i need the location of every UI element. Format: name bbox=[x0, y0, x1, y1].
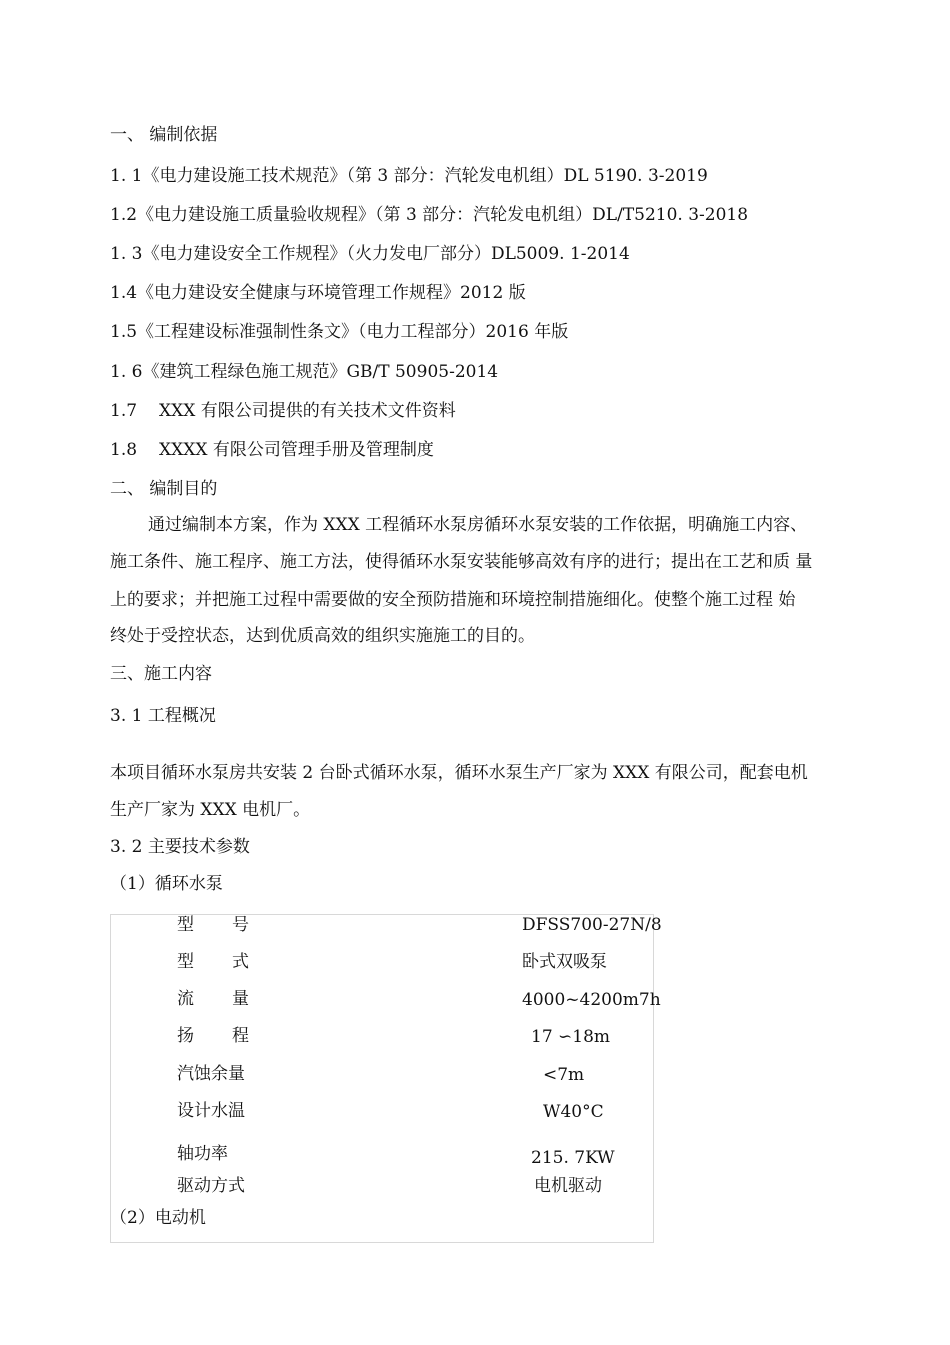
paragraph-line: 施工条件、施工程序、施工方法，使得循环水泵安装能够高效有序的进行；提出在工艺和质 量 bbox=[110, 552, 813, 572]
spec-key: 轴功率 bbox=[177, 1144, 228, 1164]
spec-value: <7m bbox=[543, 1065, 585, 1085]
spec-value: 17 ∽18m bbox=[531, 1027, 611, 1047]
paragraph-line: 本项目循环水泵房共安装 2 台卧式循环水泵，循环水泵生产厂家为 XXX 有限公司，配套电机 bbox=[110, 763, 808, 783]
spec-key: 汽蚀余量 bbox=[177, 1064, 245, 1084]
item-text: 《电力建设施工质量验收规程》（第 3 部分：汽轮发电机组）DL/T5210. 3-2018 bbox=[137, 205, 749, 225]
list-item bbox=[110, 321, 568, 343]
item-number: 1.7 bbox=[110, 401, 138, 421]
spec-value: 4000~4200m7h bbox=[522, 990, 661, 1010]
section-heading-basis: 一、 编制依据 bbox=[110, 125, 218, 145]
item-number: 1. 1 bbox=[110, 166, 143, 186]
list-item bbox=[110, 439, 434, 461]
spec-key: 型号 bbox=[177, 915, 287, 935]
paragraph-line: 终处于受控状态，达到优质高效的组织实施施工的目的。 bbox=[110, 626, 535, 646]
motor-label: （2）电动机 bbox=[110, 1208, 206, 1228]
list-item bbox=[110, 400, 456, 422]
spec-value: DFSS700-27N/8 bbox=[522, 915, 662, 935]
item-text: XXX 有限公司提供的有关技术文件资料 bbox=[159, 401, 456, 421]
list-item bbox=[110, 361, 498, 383]
paragraph-line: 通过编制本方案，作为 XXX 工程循环水泵房循环水泵安装的工作依据，明确施工内容、 bbox=[148, 515, 808, 535]
paragraph-line: 生产厂家为 XXX 电机厂。 bbox=[110, 800, 311, 820]
item-text: 《电力建设安全工作规程》（火力发电厂部分）DL5009. 1-2014 bbox=[142, 244, 630, 264]
section-heading-content: 三、施工内容 bbox=[110, 664, 212, 684]
item-text: 《建筑工程绿色施工规范》GB/T 50905-2014 bbox=[142, 362, 499, 382]
item-number: 1. 3 bbox=[110, 244, 143, 264]
item-number: 1.4 bbox=[110, 283, 138, 303]
spec-key: 扬程 bbox=[177, 1026, 287, 1046]
list-item bbox=[110, 243, 630, 265]
item-number: 1.5 bbox=[110, 322, 138, 342]
section-heading-purpose: 二、 编制目的 bbox=[110, 479, 218, 499]
paragraph-line: 上的要求；并把施工过程中需要做的安全预防措施和环境控制措施细化。使整个施工过程 始 bbox=[110, 590, 796, 610]
subheading-parameters: 3. 2 主要技术参数 bbox=[110, 837, 250, 857]
spec-key: 流量 bbox=[177, 989, 287, 1009]
pump-label: （1）循环水泵 bbox=[110, 874, 223, 894]
item-text: XXXX 有限公司管理手册及管理制度 bbox=[159, 440, 434, 460]
spec-value: 215. 7KW bbox=[531, 1148, 615, 1168]
item-text: 《电力建设施工技术规范》（第 3 部分：汽轮发电机组）DL 5190. 3-2019 bbox=[142, 166, 708, 186]
list-item bbox=[110, 204, 748, 226]
spec-value: 电机驱动 bbox=[534, 1176, 602, 1196]
item-number: 1.8 bbox=[110, 440, 138, 460]
spec-value: 卧式双吸泵 bbox=[522, 952, 607, 972]
item-number: 1.2 bbox=[110, 205, 138, 225]
list-item bbox=[110, 282, 526, 304]
list-item bbox=[110, 165, 708, 187]
item-text: 《工程建设标准强制性条文》（电力工程部分）2016 年版 bbox=[137, 322, 569, 342]
subheading-overview: 3. 1 工程概况 bbox=[110, 706, 216, 726]
item-number: 1. 6 bbox=[110, 362, 143, 382]
spec-key: 设计水温 bbox=[177, 1101, 245, 1121]
spec-value: W40°C bbox=[543, 1102, 604, 1122]
spec-key: 型式 bbox=[177, 952, 287, 972]
spec-key: 驱动方式 bbox=[177, 1176, 245, 1196]
item-text: 《电力建设安全健康与环境管理工作规程》2012 版 bbox=[137, 283, 526, 303]
